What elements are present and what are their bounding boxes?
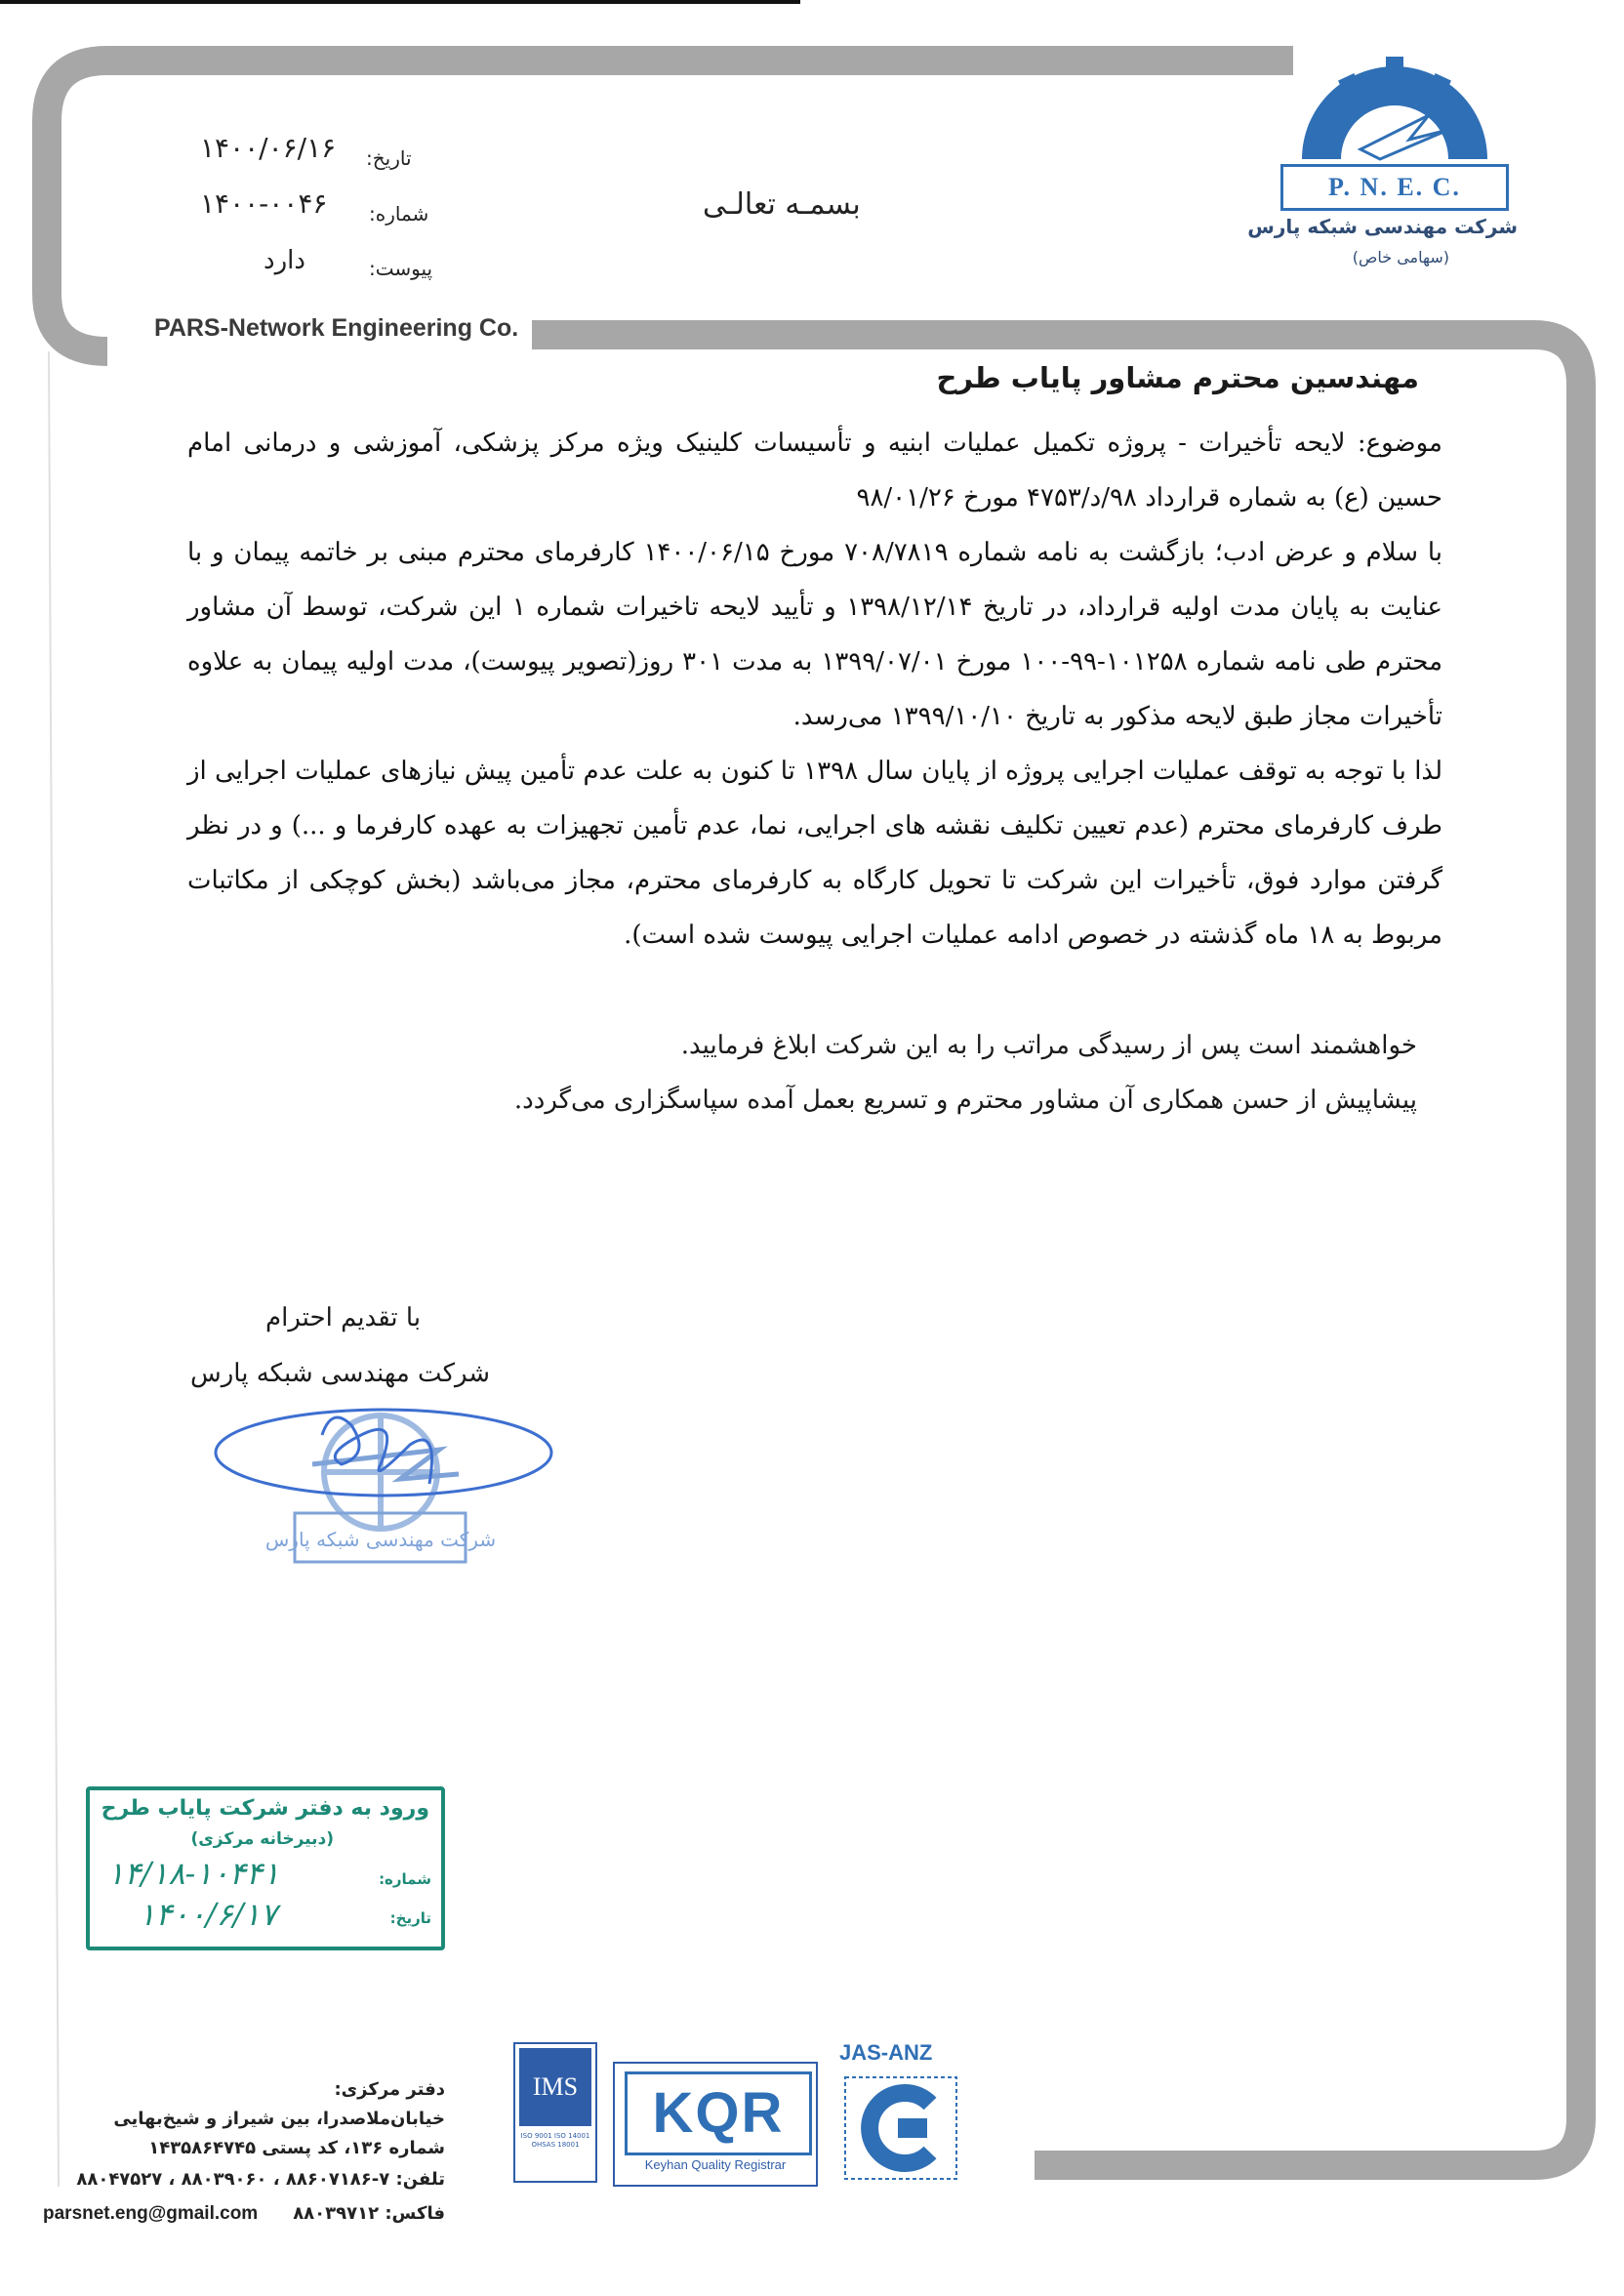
ims-certificate-logo [513, 2042, 597, 2183]
jas-anz-certificate-logo [837, 2040, 964, 2187]
basmala-heading: بسمـه تعالـی [703, 187, 861, 222]
body-paragraph-1: با سلام و عرض ادب؛ بازگشت به نامه شماره ۷۰۸/۷۸۱۹ مورخ ۱۴۰۰/۰۶/۱۵ کارفرمای محترم مبنی بر خاتمه پیمان و با عنایت به پایان مدت اولیه قرارداد، در تاریخ ۱۳۹۸/۱۲/۱۴ و تأیید لایحه تاخیرات شماره ۱ این شرکت، توسط آن مشاور محترم طی نامه شماره ۱۰۱۲۵۸-۹۹-۱۰۰ مورخ ۱۳۹۹/۰۷/۰۱ به مدت ۳۰۱ روز(تصویر پیوست)، مدت اولیه پیمان به علاوه تأخیرات مجاز طبق لایحه مذکور به تاریخ ۱۳۹۹/۱۰/۱۰ می‌رسد. [187, 538, 1443, 731]
date-label: تاریخ: [366, 146, 412, 170]
reg-stamp-title: ورود به دفتر شرکت پایاب طرح [101, 1796, 429, 1821]
signature-company: شرکت مهندسی شبکه پارس [190, 1359, 491, 1388]
logo-company-name: شرکت مهندسی شبکه پارس [1247, 215, 1518, 238]
office-label: دفتر مرکزی: [334, 2079, 445, 2100]
jas-anz-label: JAS-ANZ [839, 2040, 933, 2065]
address-line-2: شماره ۱۳۶، کد پستی ۱۴۳۵۸۶۴۷۴۵ [148, 2138, 445, 2158]
address-line-1: خیابان‌ملاصدرا، بین شیراز و شیخ‌بهایی [113, 2109, 445, 2129]
subject-paragraph: موضوع: لایحه تأخیرات - پروژه تکمیل عملیات ابنیه و تأسیسات کلینیک ویژه مرکز پزشکی، آموزشی و درمانی امام حسین (ع) به شماره قرارداد ۹۸/د/۴۷۵۳ مورخ ۹۸/۰۱/۲۶ [187, 429, 1442, 512]
company-logo [1247, 57, 1542, 281]
kqr-certificate-logo [613, 2062, 818, 2187]
reg-number-value: ۱۴/۱۸-۱۰۴۴۱ [107, 1855, 280, 1892]
attachment-label: پیوست: [369, 257, 433, 280]
body-paragraph-2: لذا با توجه به توقف عملیات اجرایی پروژه از پایان سال ۱۳۹۸ تا کنون به علت عدم تأمین پیش نیازهای عملیات اجرایی از طرف کارفرمای محترم (عدم تعیین تکلیف نقشه های اجرایی، نما، عدم تأمین تجهیزات به عهده کارفرما و ...) و در نظر گرفتن موارد فوق، تأخیرات این شرکت تا تحویل کارگاه به کارفرمای محترم، مجاز می‌باشد (بخش کوچکی از مکاتبات مربوط به ۱۸ ماه گذشته در خصوص ادامه عملیات اجرایی پیوست شده است). [187, 757, 1442, 950]
seal-text: شرکت مهندسی شبکه پارس [264, 1528, 497, 1551]
company-name-en: PARS-Network Engineering Co. [154, 314, 519, 342]
company-seal-signature [205, 1396, 615, 1591]
reg-date-label: تاریخ: [389, 1909, 431, 1927]
logo-pnec-text: P. N. E. C. [1280, 164, 1509, 211]
kqr-label: KQR [625, 2071, 812, 2155]
registration-stamp [86, 1786, 445, 1950]
reg-stamp-subtitle: (دبیرخانه مرکزی) [190, 1829, 334, 1849]
logo-company-type: (سهامی خاص) [1352, 248, 1449, 266]
date-value: ۱۴۰۰/۰۶/۱۶ [200, 132, 337, 164]
kqr-subtitle: Keyhan Quality Registrar [644, 2157, 787, 2172]
email-address: parsnet.eng@gmail.com [43, 2203, 259, 2224]
number-label: شماره: [369, 202, 429, 226]
jas-anz-mark-icon [837, 2070, 964, 2187]
number-value: ۱۴۰۰-۰۰۴۶ [200, 187, 328, 220]
reg-number-label: شماره: [379, 1870, 431, 1888]
fax-line: فاکس: ۸۸۰۳۹۷۱۲ [293, 2203, 445, 2224]
regards-line: با تقدیم احترام [265, 1303, 422, 1332]
reg-date-value: ۱۴۰۰/۶/۱۷ [139, 1896, 277, 1933]
recipient-line: مهندسین محترم مشاور پایاب طرح [936, 361, 1419, 394]
gear-icon [1292, 57, 1497, 174]
ims-label: IMS [519, 2048, 591, 2126]
ims-standards: ISO 9001 ISO 14001 OHSAS 18001 [520, 2132, 590, 2149]
attachment-value: دارد [264, 246, 305, 275]
phone-line: تلفن: ۷-۸۸۶۰۷۱۸۶ ، ۸۸۰۳۹۰۶۰ ، ۸۸۰۴۷۵۲۷ [76, 2169, 445, 2190]
thanks-line: پیشاپیش از حسن همکاری آن مشاور محترم و تسریع بعمل آمده سپاسگزاری می‌گردد. [513, 1086, 1417, 1115]
request-line: خواهشمند است پس از رسیدگی مراتب را به این شرکت ابلاغ فرمایید. [680, 1031, 1417, 1060]
